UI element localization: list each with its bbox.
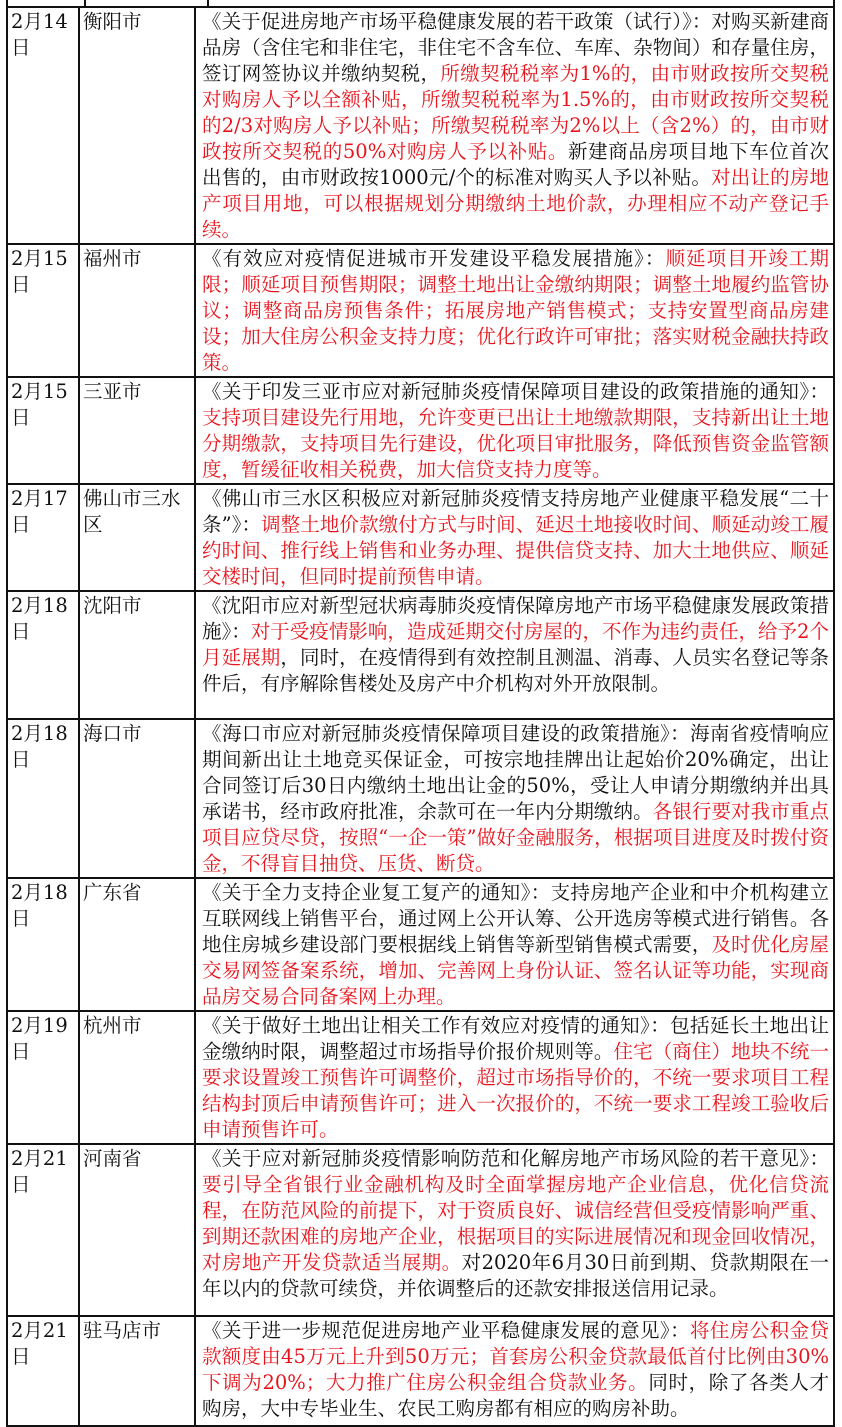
policy-text-segment: 同时，除了各类人才购房，大中专毕业生、农民工购房都有相应的购房补助。: [202, 1371, 829, 1420]
policy-highlight-segment: 将住房公积金贷款额度由45万元上升到50万元；首套房公积金贷款最低首付比例由30%下调为20%；大力推广住房公积金组合贷款业务。: [202, 1319, 829, 1394]
date-cell: 2月17日: [7, 484, 79, 591]
table-row: [7, 7, 834, 244]
policy-text-segment: ，同时，在疫情得到有效控制且测温、消毒、人员实名登记等条件后，有序解除售楼处及房产中介机构对外开放限制。: [202, 646, 829, 695]
policy-text-segment: 《海口市应对新冠肺炎疫情保障项目建设的政策措施》：海南省疫情响应期间新出让土地竞买保证金，可按宗地挂牌出让起始价20%确定，出让合同签订后30日内缴纳土地出让金的50%，受让人申请分期缴纳并出具承诺书，经市政府批准，余款可在一年内分期缴纳。: [202, 722, 829, 823]
policy-cell: [195, 1011, 834, 1144]
date-cell: 2月15日: [7, 244, 79, 377]
policy-text-segment: 《关于应对新冠肺炎疫情影响防范和化解房地产市场风险的若干意见》：: [202, 1147, 829, 1170]
policy-cell: [195, 1144, 834, 1316]
table-row: [7, 1011, 834, 1144]
region-cell: 杭州市: [79, 1011, 195, 1144]
policy-table: [6, 6, 835, 1427]
policy-cell: [195, 484, 834, 591]
table-row: [7, 719, 834, 878]
policy-text-segment: 《关于全力支持企业复工复产的通知》：支持房地产企业和中介机构建立互联网线上销售平台，通过网上公开认筹、公开选房等模式进行销售。各地住房城乡建设部门要根据线上销售等新型销售模式需要，: [202, 881, 829, 956]
policy-highlight-segment: 顺延项目开竣工期限；顺延项目预售期限；调整土地出让金缴纳期限；调整土地履约监管协议；调整商品房预售条件；拓展房地产销售模式；支持安置型商品房建设；加大住房公积金支持力度；优化行政许可审批；落实财税金融扶持政策。: [202, 247, 829, 374]
policy-text-segment: 《关于做好土地出让相关工作有效应对疫情的通知》：包括延长土地出让金缴纳时限，调整超过市场指导价报价规则等。: [202, 1014, 829, 1063]
policy-cell: [195, 1316, 834, 1426]
policy-highlight-segment: 及时优化房屋交易网签备案系统，增加、完善网上身份认证、签名认证等功能，实现商品房交易合同备案网上办理。: [202, 933, 829, 1008]
date-cell: 2月21日: [7, 1316, 79, 1426]
policy-highlight-segment: 对出让的房地产项目用地，可以根据规划分期缴纳土地价款，办理相应不动产登记手续。: [202, 166, 829, 241]
date-cell: 2月19日: [7, 1011, 79, 1144]
policy-text-segment: 《佛山市三水区积极应对新冠肺炎疫情支持房地产业健康平稳发展“二十条”》：: [202, 487, 829, 536]
policy-text-segment: 《沈阳市应对新型冠状病毒肺炎疫情保障房地产市场平稳健康发展政策措施》：: [202, 594, 829, 643]
policy-cell: [195, 878, 834, 1011]
region-cell: 广东省: [79, 878, 195, 1011]
policy-text-segment: 《关于印发三亚市应对新冠肺炎疫情保障项目建设的政策措施的通知》：: [202, 380, 829, 403]
region-cell: 三亚市: [79, 377, 195, 484]
region-cell: 福州市: [79, 244, 195, 377]
policy-cell: [195, 719, 834, 878]
date-cell: 2月14日: [7, 7, 79, 244]
table-row: [7, 377, 834, 484]
date-cell: 2月21日: [7, 1144, 79, 1316]
policy-cell: [195, 591, 834, 719]
table-row: [7, 1316, 834, 1426]
table-row: [7, 878, 834, 1011]
table-row: [7, 484, 834, 591]
policy-text-segment: 对2020年6月30日前到期、贷款期限在一年以内的贷款可续贷，并依调整后的还款安排报送信用记录。: [202, 1251, 829, 1300]
policy-highlight-segment: 住宅（商住）地块不统一要求设置竣工预售许可调整价，超过市场指导价的，不统一要求项目工程结构封顶后申请预售许可；进入一次报价的，不统一要求工程竣工验收后申请预售许可。: [202, 1040, 829, 1141]
policy-text-segment: 新建商品房项目地下车位首次出售的，由市财政按1000元/个的标准对购买人予以补贴。: [202, 140, 829, 189]
region-cell: 河南省: [79, 1144, 195, 1316]
policy-highlight-segment: 对于受疫情影响，造成延期交付房屋的，不作为违约责任，给予2个月延展期: [202, 620, 829, 669]
region-cell: 衡阳市: [79, 7, 195, 244]
date-cell: 2月18日: [7, 878, 79, 1011]
policy-cell: [195, 377, 834, 484]
date-cell: 2月18日: [7, 719, 79, 878]
date-cell: 2月15日: [7, 377, 79, 484]
table-row: [7, 1144, 834, 1316]
policy-highlight-segment: 支持项目建设先行用地，允许变更已出让土地缴款期限，支持新出让土地分期缴款，支持项目先行建设，优化项目审批服务，降低预售资金监管额度，暂缓征收相关税费，加大信贷支持力度等。: [202, 406, 829, 481]
region-cell: 驻马店市: [79, 1316, 195, 1426]
policy-cell: [195, 7, 834, 244]
policy-text-segment: 《关于进一步规范促进房地产业平稳健康发展的意见》：: [202, 1319, 691, 1342]
policy-cell: [195, 244, 834, 377]
policy-table-body: [7, 7, 834, 1426]
policy-highlight-segment: 各银行要对我市重点项目应贷尽贷，按照“一企一策”做好金融服务，根据项目进度及时拨付资金，不得盲目抽贷、压货、断贷。: [202, 800, 829, 875]
table-row: [7, 244, 834, 377]
policy-highlight-segment: 调整土地价款缴付方式与时间、延迟土地接收时间、顺延动竣工履约时间、推行线上销售和业务办理、提供信贷支持、加大土地供应、顺延交楼时间，但同时提前预售申请。: [202, 513, 829, 588]
region-cell: 沈阳市: [79, 591, 195, 719]
policy-highlight-segment: 所缴契税税率为1%的，由市财政按所交契税对购房人予以全额补贴，所缴契税税率为1.5%的，由市财政按所交契税的2/3对购房人予以补贴；所缴契税税率为2%以上（含2%）的，由市财政按所交契税的50%对购房人予以补贴。: [202, 62, 829, 163]
table-row: [7, 591, 834, 719]
date-cell: 2月18日: [7, 591, 79, 719]
policy-text-segment: 《关于促进房地产市场平稳健康发展的若干政策（试行）》：对购买新建商品房（含住宅和非住宅，非住宅不含车位、车库、杂物间）和存量住房，签订网签协议并缴纳契税，: [202, 10, 829, 85]
policy-highlight-segment: 要引导全省银行业金融机构及时全面掌握房地产企业信息，优化信贷流程，在防范风险的前提下，对于资质良好、诚信经营但受疫情影响严重、到期还款困难的房地产企业，根据项目的实际进展情况和现金回收情况，对房地产开发贷款适当展期。: [202, 1173, 829, 1274]
region-cell: 佛山市三水区: [79, 484, 195, 591]
region-cell: 海口市: [79, 719, 195, 878]
policy-text-segment: 《有效应对疫情促进城市开发建设平稳发展措施》：: [202, 247, 666, 270]
